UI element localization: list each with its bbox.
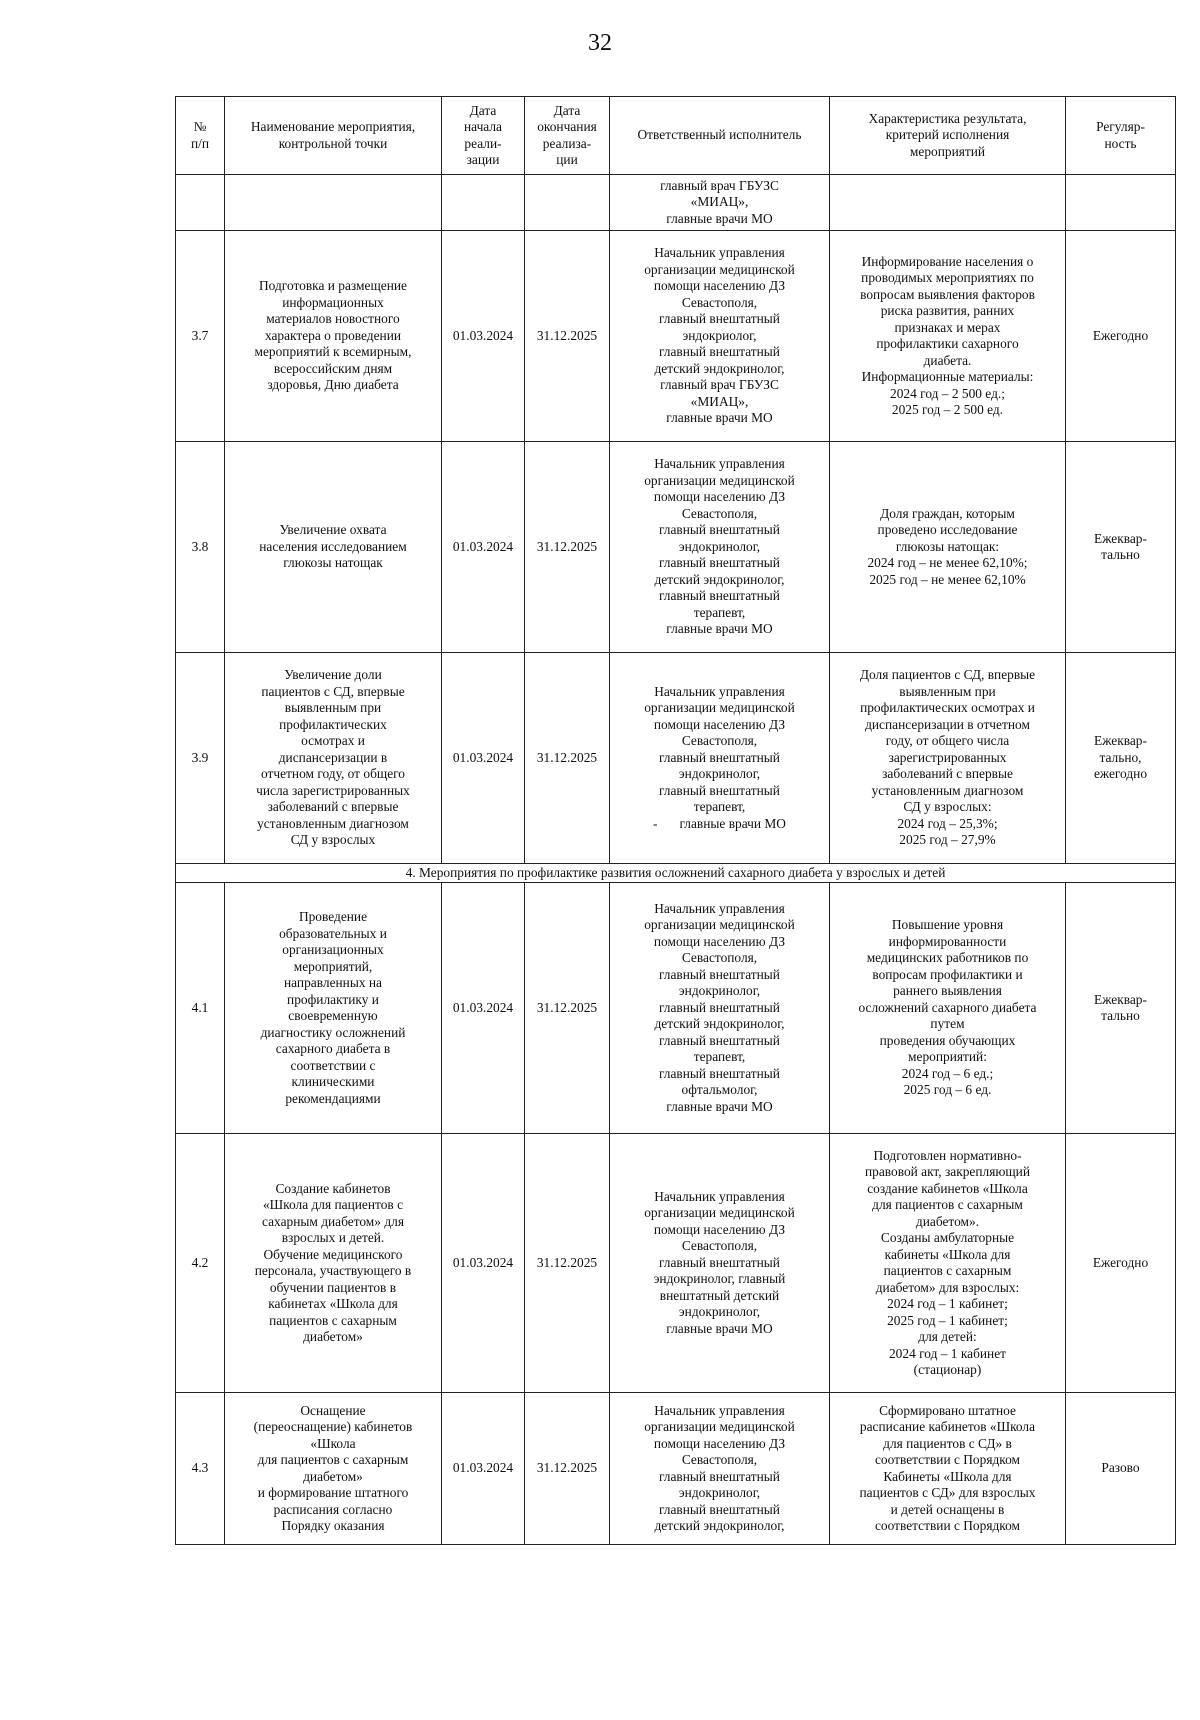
cell-empty xyxy=(1066,175,1176,231)
cell-start-date: 01.03.2024 xyxy=(442,442,525,653)
cell-num: 4.3 xyxy=(176,1393,225,1545)
cell-responsible: главный врач ГБУЗС «МИАЦ», главные врачи МО xyxy=(610,175,830,231)
cell-regularity: Ежегодно xyxy=(1066,1134,1176,1393)
cell-name: Подготовка и размещение информационных материалов новостного характера о проведении мероприятий к всемирным, всероссийским дням здоровья, Дню диабета xyxy=(225,231,442,442)
cell-regularity: Ежегодно xyxy=(1066,231,1176,442)
cell-regularity: Ежеквар- тально, ежегодно xyxy=(1066,653,1176,864)
cell-regularity: Разово xyxy=(1066,1393,1176,1545)
cell-empty xyxy=(176,175,225,231)
cell-regularity: Ежеквар- тально xyxy=(1066,883,1176,1134)
cell-result: Подготовлен нормативно- правовой акт, закрепляющий создание кабинетов «Школа для пациентов с сахарным диабетом». Созданы амбулаторные кабинеты «Школа для пациентов с сахарным диабетом» для взрослых: 2024 год – 1 кабинет; 2025 год – 1 кабинет; для детей: 2024 год – 1 кабинет (стационар) xyxy=(830,1134,1066,1393)
cell-name: Увеличение охвата населения исследованием глюкозы натощак xyxy=(225,442,442,653)
table-row xyxy=(176,442,1176,653)
header-responsible: Ответственный исполнитель xyxy=(610,97,830,175)
activities-table xyxy=(175,96,1176,1545)
header-num: № п/п xyxy=(176,97,225,175)
cell-responsible: Начальник управления организации медицинской помощи населению ДЗ Севастополя, главный внештатный эндокринолог, главный внештатный детский эндокринолог, главный внештатный терапевт, главные врачи МО xyxy=(610,442,830,653)
header-regularity: Регуляр- ность xyxy=(1066,97,1176,175)
cell-start-date: 01.03.2024 xyxy=(442,231,525,442)
cell-end-date: 31.12.2025 xyxy=(525,231,610,442)
cell-regularity: Ежеквар- тально xyxy=(1066,442,1176,653)
cell-start-date: 01.03.2024 xyxy=(442,883,525,1134)
section-header-row xyxy=(176,864,1176,883)
cell-empty xyxy=(225,175,442,231)
cell-responsible xyxy=(610,653,830,864)
table-header-row xyxy=(176,97,1176,175)
table-row xyxy=(176,231,1176,442)
cell-num: 3.8 xyxy=(176,442,225,653)
table-row xyxy=(176,1134,1176,1393)
cell-responsible: Начальник управления организации медицинской помощи населению ДЗ Севастополя, главный внештатный эндокриолог, главный внештатный детский эндокринолог, главный врач ГБУЗС «МИАЦ», главные врачи МО xyxy=(610,231,830,442)
table-row xyxy=(176,653,1176,864)
cell-name: Оснащение (переоснащение) кабинетов «Школа для пациентов с сахарным диабетом» и формирование штатного расписания согласно Порядку оказания xyxy=(225,1393,442,1545)
cell-empty xyxy=(830,175,1066,231)
cell-name: Проведение образовательных и организационных мероприятий, направленных на профилактику и своевременную диагностику осложнений сахарного диабета в соответствии с клиническими рекомендациями xyxy=(225,883,442,1134)
cell-result: Сформировано штатное расписание кабинетов «Школа для пациентов с СД» в соответствии с Порядком Кабинеты «Школа для пациентов с СД» для взрослых и детей оснащены в соответствии с Порядком xyxy=(830,1393,1066,1545)
responsible-text: Начальник управления организации медицинской помощи населению ДЗ Севастополя, главный внештатный эндокринолог, главный внештатный терапевт, xyxy=(644,683,795,815)
cell-responsible: Начальник управления организации медицинской помощи населению ДЗ Севастополя, главный внештатный эндокринолог, главный внештатный детский эндокринолог, xyxy=(610,1393,830,1545)
section-title: 4. Мероприятия по профилактике развития осложнений сахарного диабета у взрослых и детей xyxy=(176,864,1176,883)
header-result: Характеристика результата, критерий исполнения мероприятий xyxy=(830,97,1066,175)
cell-responsible: Начальник управления организации медицинской помощи населению ДЗ Севастополя, главный внештатный эндокринолог, главный внештатный детский эндокринолог, главный внештатный терапевт, главный внештатный офтальмолог, главные врачи МО xyxy=(610,883,830,1134)
header-name: Наименование мероприятия, контрольной точки xyxy=(225,97,442,175)
cell-start-date: 01.03.2024 xyxy=(442,1134,525,1393)
responsible-dash-item: - главные врачи МО xyxy=(614,816,825,833)
cell-empty xyxy=(442,175,525,231)
cell-num: 3.7 xyxy=(176,231,225,442)
cell-responsible: Начальник управления организации медицинской помощи населению ДЗ Севастополя, главный внештатный эндокринолог, главный внештатный детский эндокринолог, главные врачи МО xyxy=(610,1134,830,1393)
cell-end-date: 31.12.2025 xyxy=(525,1393,610,1545)
cell-start-date: 01.03.2024 xyxy=(442,653,525,864)
cell-empty xyxy=(525,175,610,231)
cell-end-date: 31.12.2025 xyxy=(525,883,610,1134)
cell-result: Информирование населения о проводимых мероприятиях по вопросам выявления факторов риска развития, ранних признаках и мерах профилактики сахарного диабета. Информационные материалы: 2024 год – 2 500 ед.; 2025 год – 2 500 ед. xyxy=(830,231,1066,442)
page-number: 32 xyxy=(588,30,612,56)
header-end-date: Дата окончания реализа- ции xyxy=(525,97,610,175)
cell-result: Доля пациентов с СД, впервые выявленным при профилактических осмотрах и диспансеризации в отчетном году, от общего числа зарегистрированных заболеваний с впервые установленным диагнозом СД у взрослых: 2024 год – 25,3%; 2025 год – 27,9% xyxy=(830,653,1066,864)
cell-end-date: 31.12.2025 xyxy=(525,653,610,864)
table-row xyxy=(176,883,1176,1134)
cell-end-date: 31.12.2025 xyxy=(525,442,610,653)
header-start-date: Дата начала реали- зации xyxy=(442,97,525,175)
cell-num: 4.2 xyxy=(176,1134,225,1393)
table-row-continuation xyxy=(176,175,1176,231)
cell-name: Создание кабинетов «Школа для пациентов с сахарным диабетом» для взрослых и детей. Обучение медицинского персонала, участвующего в обучении пациентов в кабинетах «Школа для пациентов с сахарным диабетом» xyxy=(225,1134,442,1393)
cell-result: Повышение уровня информированности медицинских работников по вопросам профилактики и раннего выявления осложнений сахарного диабета путем проведения обучающих мероприятий: 2024 год – 6 ед.; 2025 год – 6 ед. xyxy=(830,883,1066,1134)
cell-end-date: 31.12.2025 xyxy=(525,1134,610,1393)
cell-name: Увеличение доли пациентов с СД, впервые выявленным при профилактических осмотрах и диспансеризации в отчетном году, от общего числа зарегистрированных заболеваний с впервые установленным диагнозом СД у взрослых xyxy=(225,653,442,864)
cell-start-date: 01.03.2024 xyxy=(442,1393,525,1545)
cell-num: 3.9 xyxy=(176,653,225,864)
cell-result: Доля граждан, которым проведено исследование глюкозы натощак: 2024 год – не менее 62,10%; 2025 год – не менее 62,10% xyxy=(830,442,1066,653)
table-row xyxy=(176,1393,1176,1545)
cell-num: 4.1 xyxy=(176,883,225,1134)
